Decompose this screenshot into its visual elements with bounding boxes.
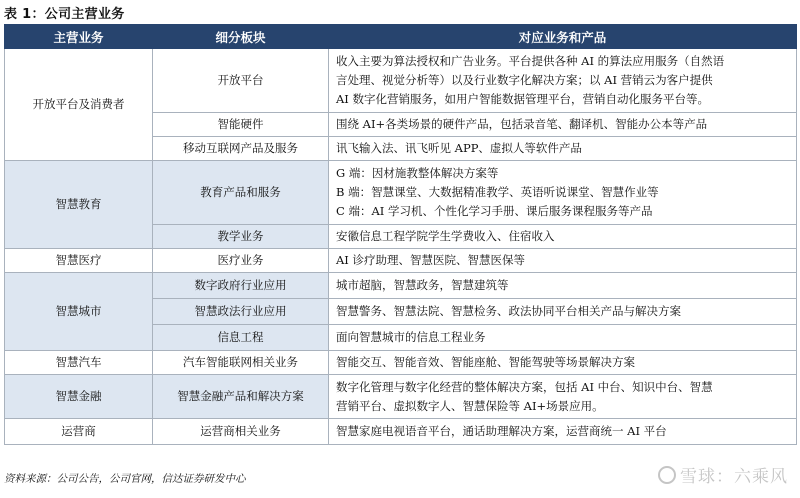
header-sub-segment: 细分板块 — [153, 25, 329, 49]
header-main-business: 主营业务 — [5, 25, 153, 49]
watermark-text: 雪球：六乘风 — [680, 467, 788, 487]
products-cell: 安徽信息工程学院学生学费收入、住宿收入 — [329, 225, 797, 249]
sub-segment-cell: 智慧金融产品和解决方案 — [153, 375, 329, 419]
products-cell: 面向智慧城市的信息工程业务 — [329, 325, 797, 351]
products-cell: 围绕 AI+各类场景的硬件产品，包括录音笔、翻译机、智能办公本等产品 — [329, 113, 797, 137]
category-cell: 智慧城市 — [5, 273, 153, 351]
category-cell: 智慧金融 — [5, 375, 153, 419]
table-row — [5, 161, 797, 225]
sub-segment-cell: 教学业务 — [153, 225, 329, 249]
sub-segment-cell: 数字政府行业应用 — [153, 273, 329, 299]
snowball-logo-icon — [658, 466, 676, 484]
watermark — [658, 462, 788, 487]
products-cell: 收入主要为算法授权和广告业务。平台提供各种 AI 的算法应用服务（自然语 言处理、视觉分析等）以及行业数字化解决方案；以 AI 营销云为客户提供 AI 数字化营销服务，如用户智能数据管理平台，营销自动化服务平台等。 — [329, 49, 797, 113]
sub-segment-cell: 智慧政法行业应用 — [153, 299, 329, 325]
sub-segment-cell: 开放平台 — [153, 49, 329, 113]
table-row — [5, 419, 797, 445]
category-cell: 智慧医疗 — [5, 249, 153, 273]
products-cell: 智慧警务、智慧法院、智慧检务、政法协同平台相关产品与解决方案 — [329, 299, 797, 325]
table-row — [5, 249, 797, 273]
source-note: 资料来源：公司公告，公司官网，信达证券研发中心 — [4, 473, 246, 485]
main-business-table — [4, 24, 797, 445]
table-row — [5, 49, 797, 113]
table-row — [5, 375, 797, 419]
table-caption: 表 1：公司主营业务 — [4, 7, 125, 22]
header-products: 对应业务和产品 — [329, 25, 797, 49]
sub-segment-cell: 医疗业务 — [153, 249, 329, 273]
sub-segment-cell: 运营商相关业务 — [153, 419, 329, 445]
products-cell: 智能交互、智能音效、智能座舱、智能驾驶等场景解决方案 — [329, 351, 797, 375]
header-row — [5, 25, 797, 49]
sub-segment-cell: 教育产品和服务 — [153, 161, 329, 225]
products-cell: 城市超脑，智慧政务，智慧建筑等 — [329, 273, 797, 299]
sub-segment-cell: 智能硬件 — [153, 113, 329, 137]
category-cell: 智慧教育 — [5, 161, 153, 249]
sub-segment-cell: 移动互联网产品及服务 — [153, 137, 329, 161]
products-cell: AI 诊疗助理、智慧医院、智慧医保等 — [329, 249, 797, 273]
products-cell: 数字化管理与数字化经营的整体解决方案，包括 AI 中台、知识中台、智慧 营销平台、虚拟数字人、智慧保险等 AI+场景应用。 — [329, 375, 797, 419]
table-row — [5, 273, 797, 299]
products-cell: 讯飞输入法、讯飞听见 APP、虚拟人等软件产品 — [329, 137, 797, 161]
table-row — [5, 351, 797, 375]
products-cell: G 端：因材施教整体解决方案等 B 端：智慧课堂、大数据精准教学、英语听说课堂、智慧作业等 C 端：AI 学习机、个性化学习手册、课后服务课程服务等产品 — [329, 161, 797, 225]
category-cell: 智慧汽车 — [5, 351, 153, 375]
sub-segment-cell: 信息工程 — [153, 325, 329, 351]
category-cell: 运营商 — [5, 419, 153, 445]
sub-segment-cell: 汽车智能联网相关业务 — [153, 351, 329, 375]
category-cell: 开放平台及消费者 — [5, 49, 153, 161]
products-cell: 智慧家庭电视语音平台，通话助理解决方案，运营商统一 AI 平台 — [329, 419, 797, 445]
